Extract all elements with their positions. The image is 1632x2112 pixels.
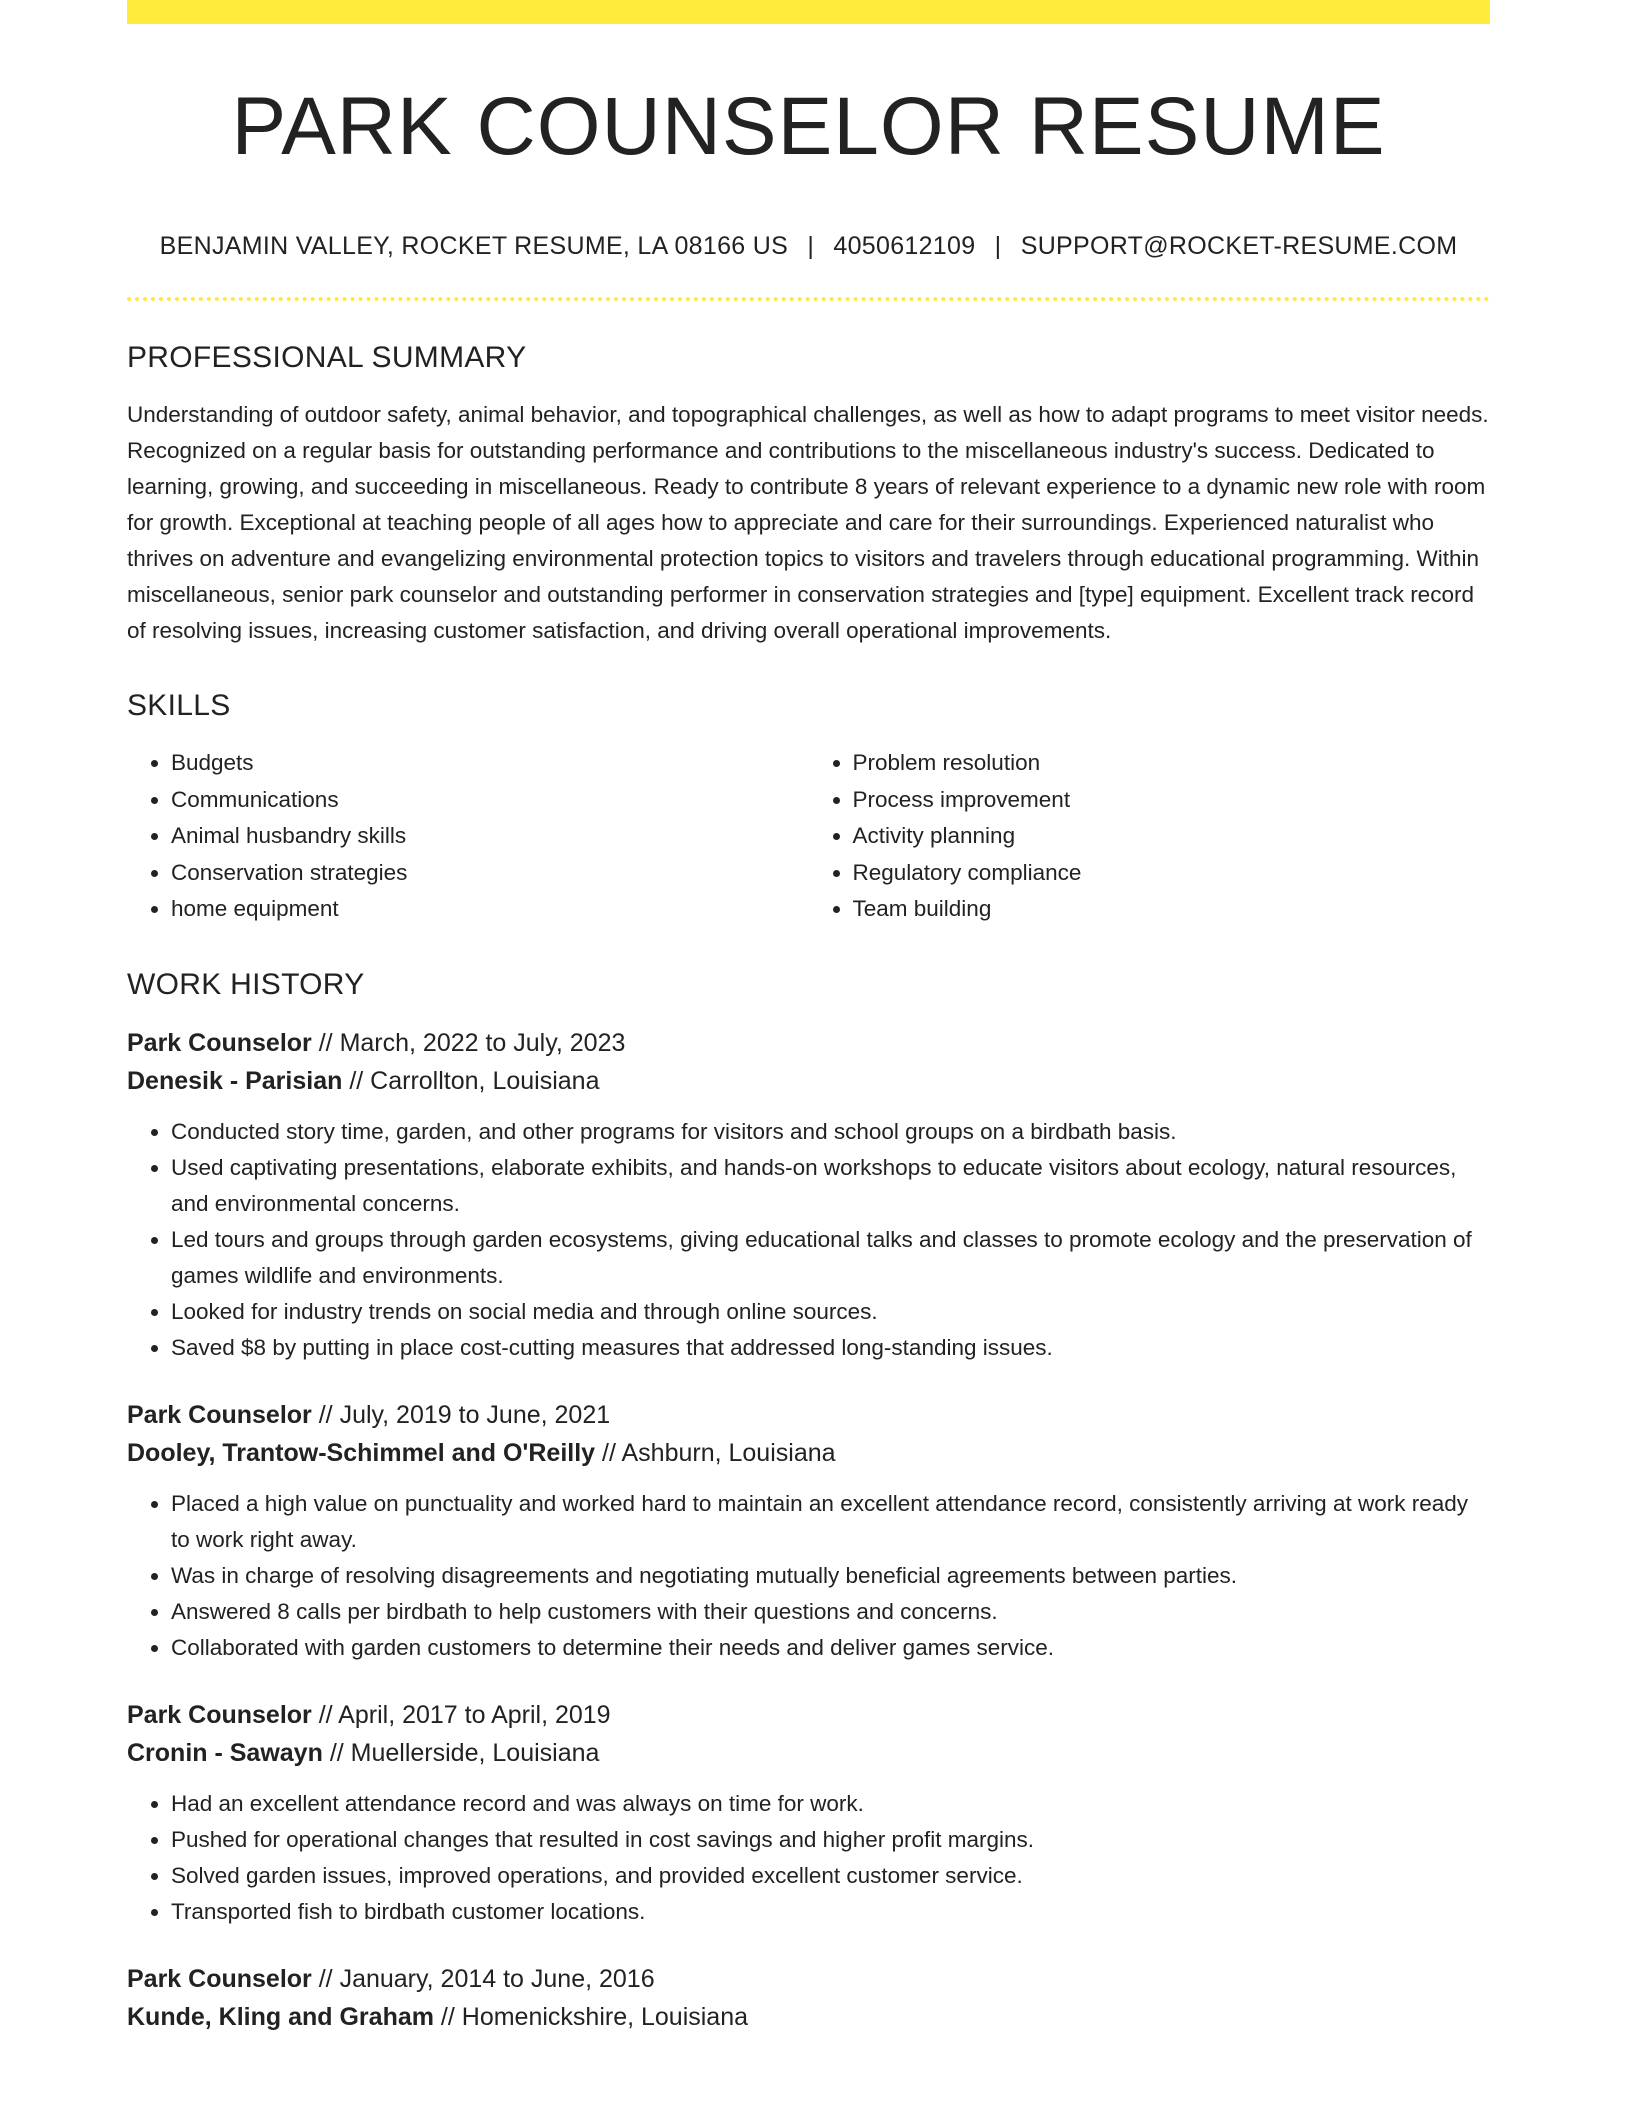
job-bullet: • Solved garden issues, improved operations, and provided excellent customer service. bbox=[171, 1858, 1490, 1894]
skill-item: • Process improvement bbox=[853, 782, 1491, 819]
skills-list bbox=[127, 745, 1490, 928]
contact-separator: | bbox=[807, 232, 815, 261]
skills-column-right bbox=[809, 745, 1491, 928]
contact-address: BENJAMIN VALLEY, ROCKET RESUME, LA 08166 US bbox=[159, 232, 789, 261]
job-title-line bbox=[127, 1696, 1490, 1734]
job-bullet: • Used captivating presentations, elaborate exhibits, and hands-on workshops to educate visitors about ecology, natural resources, and environmental concerns. bbox=[171, 1150, 1490, 1222]
job-bullet: • Had an excellent attendance record and was always on time for work. bbox=[171, 1786, 1490, 1822]
skills-heading: SKILLS bbox=[127, 689, 231, 723]
summary-heading: PROFESSIONAL SUMMARY bbox=[127, 341, 527, 375]
job-entry bbox=[127, 1960, 1490, 2036]
job-bullets bbox=[127, 1486, 1490, 1666]
job-bullet: • Saved $8 by putting in place cost-cutting measures that addressed long-standing issues. bbox=[171, 1330, 1490, 1366]
job-dates: // January, 2014 to June, 2016 bbox=[311, 1964, 655, 1993]
job-bullet: • Transported fish to birdbath customer locations. bbox=[171, 1894, 1490, 1930]
contact-separator: | bbox=[994, 232, 1002, 261]
job-location: // Carrollton, Louisiana bbox=[342, 1066, 600, 1095]
resume-title: PARK COUNSELOR RESUME bbox=[231, 81, 1386, 172]
job-bullet: • Answered 8 calls per birdbath to help customers with their questions and concerns. bbox=[171, 1594, 1490, 1630]
skill-item: • Communications bbox=[171, 782, 809, 819]
job-bullet: • Was in charge of resolving disagreements and negotiating mutually beneficial agreements between parties. bbox=[171, 1558, 1490, 1594]
job-location: // Homenickshire, Louisiana bbox=[433, 2002, 749, 2031]
job-company-line bbox=[127, 1998, 1490, 2036]
skill-item: • Conservation strategies bbox=[171, 855, 809, 892]
summary-text: Understanding of outdoor safety, animal behavior, and topographical challenges, as well as how to adapt programs to meet visitor needs. Recognized on a regular basis for outstanding performance and contributions to the miscellaneous industry's success. Dedicated to learning, growing, and succeeding in miscellaneous. Ready to contribute 8 years of relevant experience to a dynamic new role with room for growth. Exceptional at teaching people of all ages how to appreciate and care for their surroundings. Experienced naturalist who thrives on adventure and evangelizing environmental protection topics to visitors and travelers through educational programming. Within miscellaneous, senior park counselor and outstanding performer in conservation strategies and [type] equipment. Excellent track record of resolving issues, increasing customer satisfaction, and driving overall operational improvements. bbox=[127, 402, 1489, 644]
job-company: Denesik - Parisian bbox=[127, 1066, 343, 1095]
job-company-line bbox=[127, 1062, 1490, 1100]
skill-item: • Budgets bbox=[171, 745, 809, 782]
job-location: // Ashburn, Louisiana bbox=[595, 1438, 836, 1467]
job-bullets bbox=[127, 1114, 1490, 1366]
job-bullets bbox=[127, 1786, 1490, 1930]
contact-email: SUPPORT@ROCKET-RESUME.COM bbox=[1020, 232, 1458, 261]
skill-item: • Regulatory compliance bbox=[853, 855, 1491, 892]
job-bullet: • Pushed for operational changes that resulted in cost savings and higher profit margins. bbox=[171, 1822, 1490, 1858]
skill-item: • Activity planning bbox=[853, 818, 1491, 855]
work-history-heading: WORK HISTORY bbox=[127, 967, 365, 1001]
job-dates: // April, 2017 to April, 2019 bbox=[311, 1700, 611, 1729]
skill-item: • Problem resolution bbox=[853, 745, 1491, 782]
job-bullet: • Placed a high value on punctuality and worked hard to maintain an excellent attendance record, consistently arriving at work ready to work right away. bbox=[171, 1486, 1490, 1558]
job-title: Park Counselor bbox=[127, 1400, 312, 1429]
job-title-line bbox=[127, 1024, 1490, 1062]
top-accent-bar bbox=[127, 0, 1490, 24]
contact-line bbox=[127, 232, 1490, 261]
job-title: Park Counselor bbox=[127, 1028, 312, 1057]
job-title: Park Counselor bbox=[127, 1964, 312, 1993]
job-title-line bbox=[127, 1960, 1490, 1998]
job-title: Park Counselor bbox=[127, 1700, 312, 1729]
job-entry bbox=[127, 1696, 1490, 1930]
skill-item: • Animal husbandry skills bbox=[171, 818, 809, 855]
job-company: Cronin - Sawayn bbox=[127, 1738, 323, 1767]
resume-page bbox=[127, 0, 1490, 2036]
skills-column-left bbox=[127, 745, 809, 928]
job-bullet: • Collaborated with garden customers to determine their needs and deliver games service. bbox=[171, 1630, 1490, 1666]
dotted-divider bbox=[127, 297, 1490, 301]
job-company: Kunde, Kling and Graham bbox=[127, 2002, 434, 2031]
job-dates: // July, 2019 to June, 2021 bbox=[311, 1400, 611, 1429]
job-bullet: • Led tours and groups through garden ecosystems, giving educational talks and classes to promote ecology and the preservation of games wildlife and environments. bbox=[171, 1222, 1490, 1294]
contact-phone: 4050612109 bbox=[833, 232, 976, 261]
job-dates: // March, 2022 to July, 2023 bbox=[311, 1028, 626, 1057]
job-bullet: • Looked for industry trends on social media and through online sources. bbox=[171, 1294, 1490, 1330]
job-entry bbox=[127, 1396, 1490, 1666]
job-company-line bbox=[127, 1434, 1490, 1472]
job-location: // Muellerside, Louisiana bbox=[322, 1738, 600, 1767]
job-bullet: • Conducted story time, garden, and other programs for visitors and school groups on a birdbath basis. bbox=[171, 1114, 1490, 1150]
job-entry bbox=[127, 1024, 1490, 1366]
job-title-line bbox=[127, 1396, 1490, 1434]
job-company-line bbox=[127, 1734, 1490, 1772]
skill-item: • Team building bbox=[853, 891, 1491, 928]
skill-item: • home equipment bbox=[171, 891, 809, 928]
job-company: Dooley, Trantow-Schimmel and O'Reilly bbox=[127, 1438, 596, 1467]
